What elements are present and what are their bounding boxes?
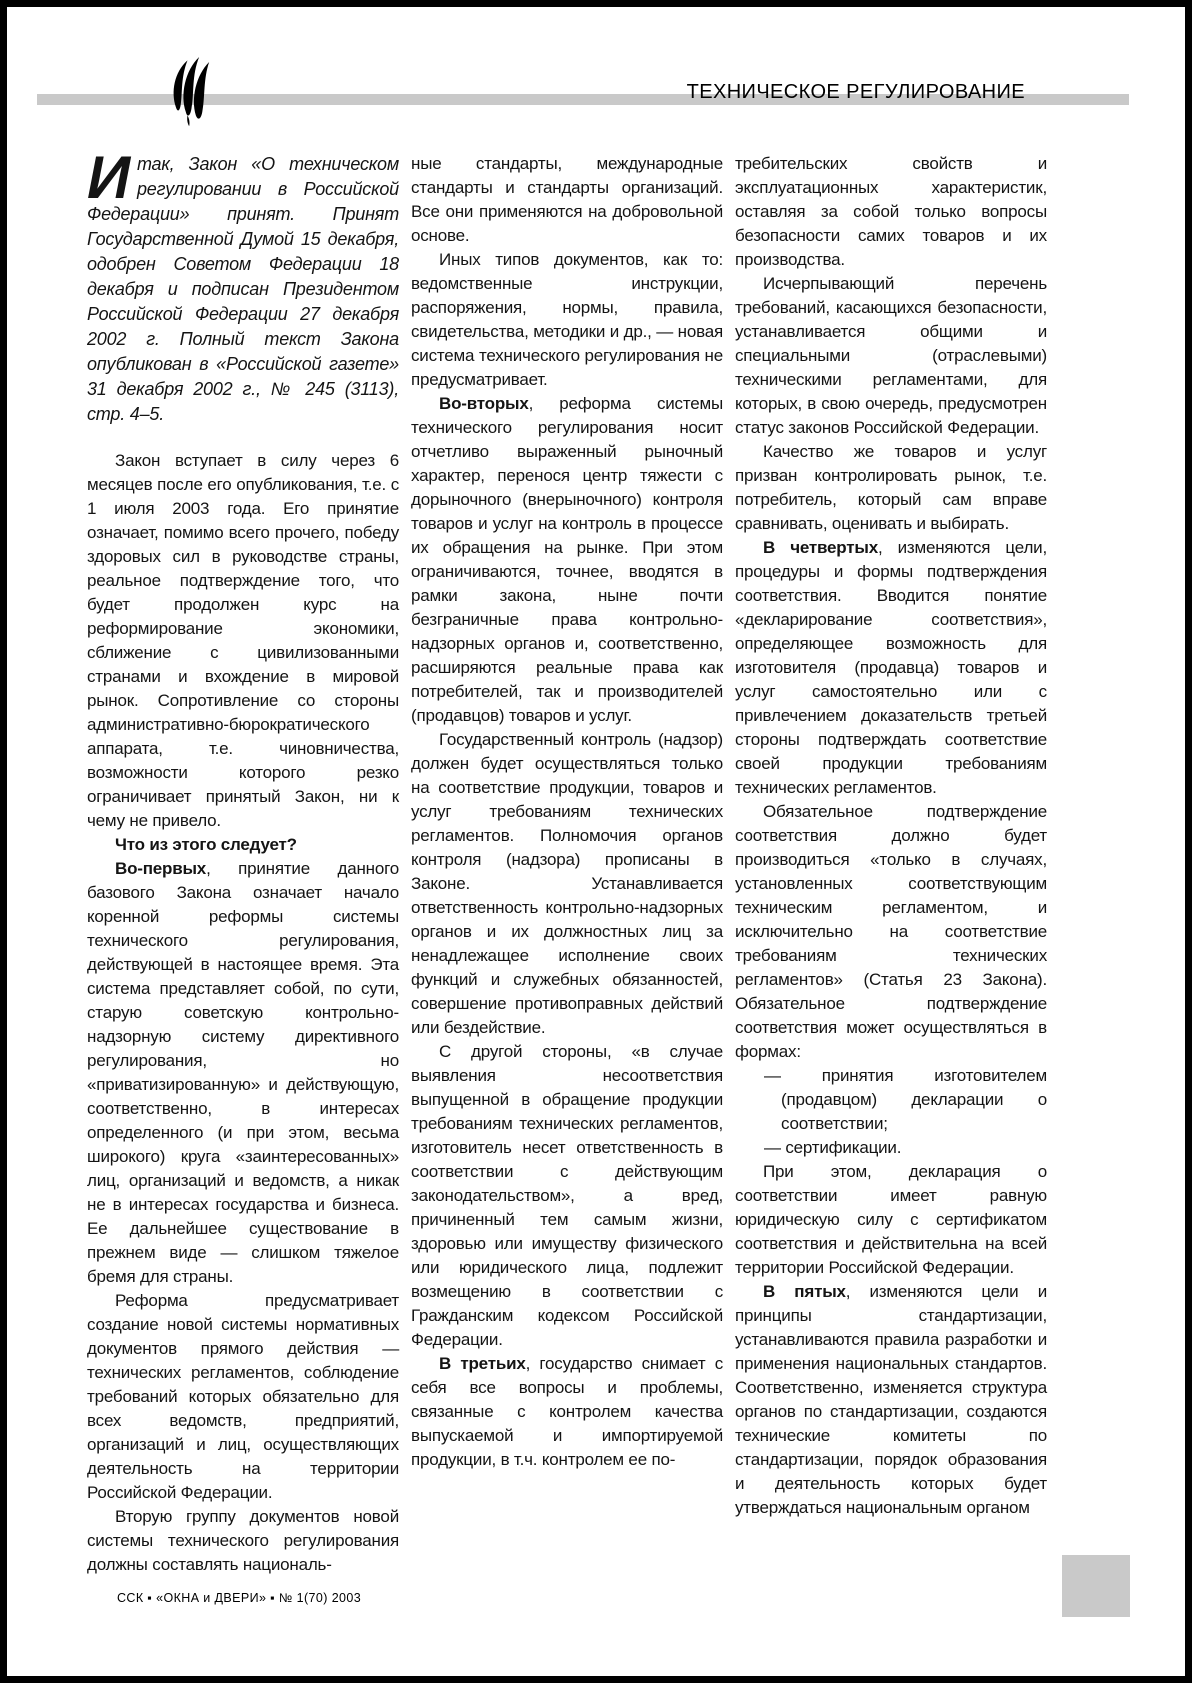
- runin-lead: В третьих: [439, 1354, 526, 1373]
- paragraph-text: , государство снимает с себя все вопросы и проблемы, связанные с контролем качества выпускаемой и импортируемой продукции, в т.ч. контролем ее по-: [411, 1354, 724, 1469]
- paragraph: Государственный контроль (надзор) должен будет осуществляться только на соответствие продукции, товаров и услуг требованиям технических регламентов. Полномочия органов контроля (надзора) прописаны в Законе. Устанавливается ответственность контрольно-надзорных органов и их должностных лиц за ненадлежащее исполнение своих функций и служебных обязанностей, совершение противоправных действий или бездействие.: [411, 730, 723, 1037]
- paragraph: [735, 1280, 1047, 1520]
- paragraph: требительских свойств и эксплуатационных характеристик, оставляя за собой только вопросы безопасности самих товаров и их производства.: [735, 154, 1047, 269]
- paragraph-text: , реформа системы технического регулирования носит отчетливо выраженный рыночный характер, перенося центр тяжести с дорыночного (внерыночного) контроля товаров и услуг на контроль в процессе их обращения на рынке. При этом ограничиваются, точнее, вводятся в рамки закона, ныне почти безграничные права контрольно-надзорных органов и, соответственно, расширяются реальные права как потребителей, так и производителей (продавцов) товаров и услуг.: [411, 394, 723, 725]
- paragraph: [411, 392, 723, 728]
- section-header-title: ТЕХНИЧЕСКОЕ РЕГУЛИРОВАНИЕ: [686, 81, 1025, 103]
- paragraph: [87, 857, 399, 1289]
- flame-leaves-logo-icon: [163, 57, 217, 127]
- drop-cap: И: [87, 144, 130, 211]
- lead-paragraph: [87, 144, 399, 427]
- runin-lead: Во-первых: [115, 859, 207, 878]
- lead-text: так, Закон «О техническом регулировании в Российской Федерации» принят. Принят Государственной Думой 15 декабря, одобрен Советом Федерации 18 декабря и подписан Президентом Российской Федерации 27 декабря 2002 г. Полный текст Закона опубликован в «Российской газете» 31 декабря 2002 г., № 245 (3113), стр. 4–5.: [87, 154, 399, 424]
- text-column-1: [87, 144, 399, 1577]
- text-column-2: [411, 152, 723, 1472]
- paragraph-text: , изменяются цели, процедуры и формы подтверждения соответствия. Вводится понятие «декларирование соответствия», определяющее возможность для изготовителя (продавца) товаров и услуг самостоятельно или с привлечением доказательств третьей стороны подтверждать соответствие своей продукции требованиям технических регламентов.: [735, 538, 1047, 797]
- page-corner-marker: [1062, 1555, 1130, 1617]
- paragraph-text: , изменяются цели и принципы стандартизации, устанавливаются правила разработки и применения национальных стандартов. Соответственно, изменяется структура органов по стандартизации, создаются технические комитеты по стандартизации, порядок образования и деятельность которых будет утверждаться национальным органом: [735, 1282, 1047, 1517]
- paragraph-text: , принятие данного базового Закона означает начало коренной реформы системы технического регулирования, действующей в настоящее время. Эта система представляет собой, по сути, старую советскую контрольно-надзорную систему директивного регулирования, но «приватизированную» и действующую, соответственно, в интересах определенного (и при этом, весьма широкого) круга «заинтересованных» лиц, организаций и ведомств, а никак не в интересах государства и бизнеса. Ее дальнейшее существование в прежнем виде — слишком тяжелое бремя для страны.: [87, 859, 399, 1286]
- paragraph: Обязательное подтверждение соответствия должно будет производиться «только в случаях, установленных соответствующим техническим регламентом, и исключительно на соответствие требованиям технических регламентов» (Статья 23 Закона). Обязательное подтверждение соответствия может осуществляться в формах:: [735, 802, 1047, 1061]
- paragraph: ные стандарты, международные стандарты и стандарты организаций. Все они применяются на добровольной основе.: [411, 154, 723, 245]
- runin-lead: В пятых: [763, 1282, 846, 1301]
- runin-lead: В четвертых: [763, 538, 878, 557]
- paragraph: При этом, декларация о соответствии имеет равную юридическую силу с сертификатом соответствия и действительна на всей территории Российской Федерации.: [735, 1162, 1047, 1277]
- list-item: — сертификации.: [764, 1138, 902, 1157]
- paragraph: [735, 536, 1047, 800]
- paragraph: Закон вступает в силу через 6 месяцев после его опубликования, т.е. с 1 июля 2003 года. Его принятие означает, помимо всего прочего, победу здоровых сил в руководстве страны, реальное подтверждение того, что будет продолжен курс на реформирование экономики, сближение с цивилизованными странами и вхождение в мировой рынок. Сопротивление со стороны административно-бюрократического аппарата, т.е. чиновничества, возможности которого резко ограничивает принятый Закон, ни к чему не привело.: [87, 451, 399, 830]
- paragraph: Иных типов документов, как то: ведомственные инструкции, распоряжения, нормы, правила, свидетельства, методики и др., — новая система технического регулирования не предусматривает.: [411, 250, 723, 389]
- paragraph: С другой стороны, «в случае выявления несоответствия выпущенной в обращение продукции требованиям технических регламентов, изготовитель несет ответственность в соответствии с действующим законодательством», а вред, причиненный тем самым жизни, здоровью или имуществу физического или юридического лица, подлежит возмещению в соответствии с Гражданским кодексом Российской Федерации.: [411, 1042, 723, 1349]
- paragraph: Исчерпывающий перечень требований, касающихся безопасности, устанавливается общими и специальными (отраслевыми) техническими регламентами, для которых, в свою очередь, предусмотрен статус законов Российской Федерации.: [735, 274, 1047, 437]
- runin-lead: Во-вторых: [439, 394, 529, 413]
- paragraph: Вторую группу документов новой системы технического регулирования должны составлять националь-: [87, 1507, 399, 1574]
- paragraph: Качество же товаров и услуг призван контролировать рынок, т.е. потребитель, который сам вправе сравнивать, оценивать и выбирать.: [735, 442, 1047, 533]
- footer-imprint: ССК ▪ «ОКНА и ДВЕРИ» ▪ № 1(70) 2003: [117, 1591, 362, 1605]
- list-item: — принятия изготовителем (продавцом) декларации о соответствии;: [764, 1066, 1047, 1133]
- text-column-3: [735, 152, 1047, 1520]
- subheading: Что из этого следует?: [115, 835, 297, 854]
- paragraph: Реформа предусматривает создание новой системы нормативных документов прямого действия — технических регламентов, соблюдение требований которых обязательно для всех ведомств, предприятий, организаций и лиц, осуществляющих деятельность на территории Российской Федерации.: [87, 1291, 399, 1502]
- paragraph: [411, 1352, 723, 1472]
